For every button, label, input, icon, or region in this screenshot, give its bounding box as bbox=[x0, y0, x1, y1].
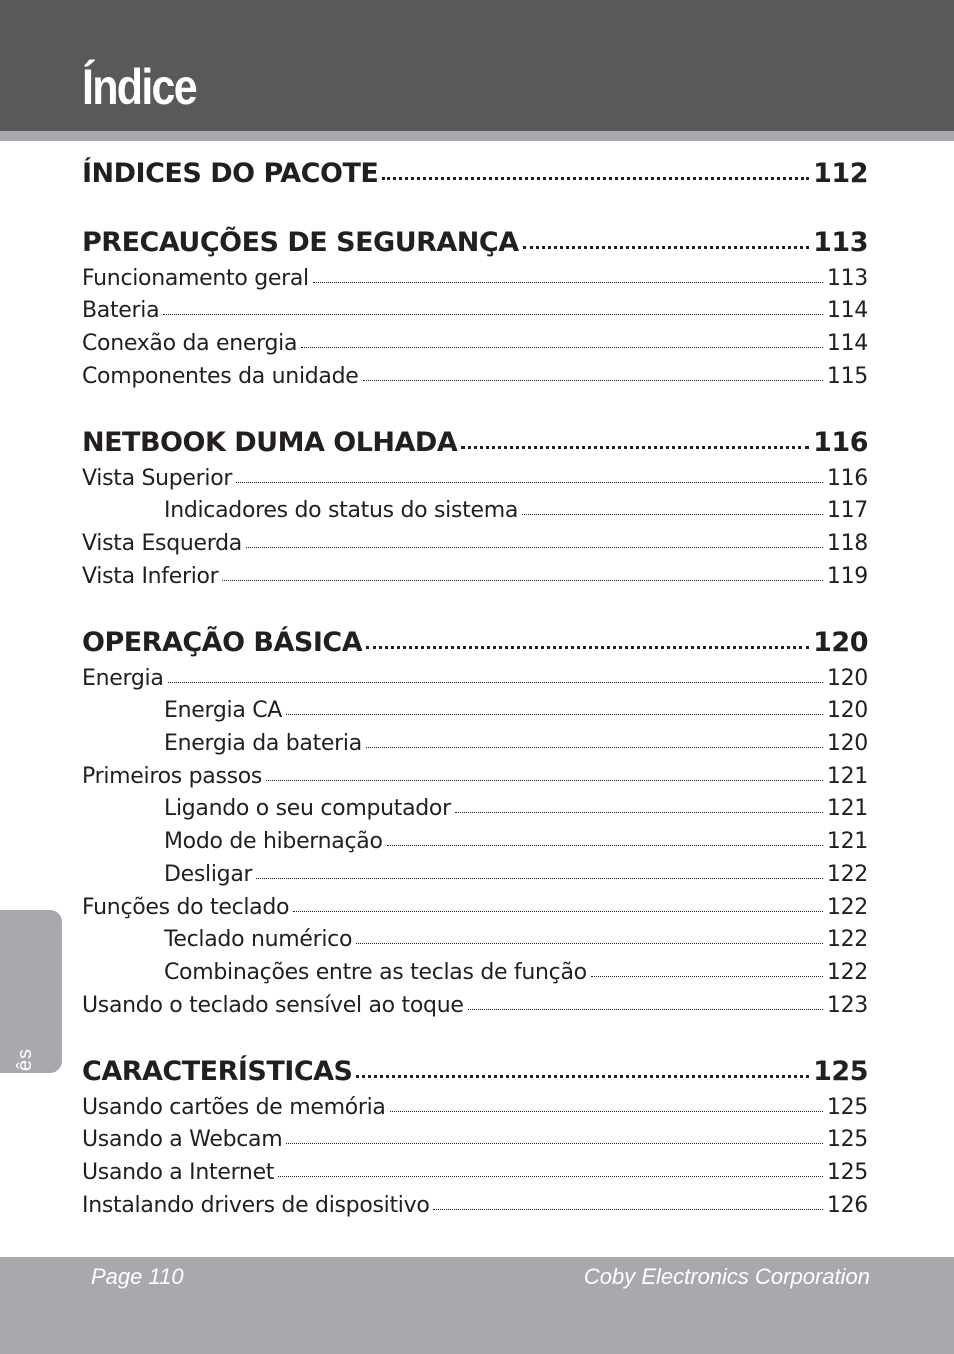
toc-page-number: 125 bbox=[826, 1160, 868, 1185]
toc-subitem[interactable] bbox=[82, 960, 868, 985]
toc-item-label: Energia CA bbox=[164, 698, 283, 723]
toc-item-label: Componentes da unidade bbox=[82, 364, 359, 389]
toc-item[interactable] bbox=[82, 1160, 868, 1185]
dot-leader bbox=[455, 811, 823, 813]
dot-leader bbox=[301, 346, 823, 348]
toc-item[interactable] bbox=[82, 1095, 868, 1120]
toc-item[interactable] bbox=[82, 531, 868, 556]
dot-leader bbox=[387, 844, 823, 846]
dot-leader bbox=[286, 713, 823, 715]
dot-leader bbox=[286, 1142, 823, 1144]
dot-leader bbox=[591, 975, 823, 977]
toc-page-number: 116 bbox=[826, 466, 868, 491]
toc-page-number: 121 bbox=[826, 796, 868, 821]
dot-leader bbox=[278, 1175, 823, 1177]
toc-page-number: 120 bbox=[813, 627, 868, 658]
dot-leader bbox=[522, 513, 823, 515]
toc-item[interactable] bbox=[82, 993, 868, 1018]
toc-page-number: 122 bbox=[826, 895, 868, 920]
toc-page-number: 123 bbox=[826, 993, 868, 1018]
toc-section-title: CARACTERÍSTICAS bbox=[82, 1056, 353, 1087]
toc-item[interactable] bbox=[82, 666, 868, 691]
dot-leader bbox=[523, 245, 810, 249]
toc-subitem[interactable] bbox=[82, 796, 868, 821]
dot-leader bbox=[246, 546, 823, 548]
toc-item-label: Combinações entre as teclas de função bbox=[164, 960, 587, 985]
toc-item-label: Desligar bbox=[164, 862, 253, 887]
toc-subitem[interactable] bbox=[82, 927, 868, 952]
toc-section[interactable] bbox=[82, 227, 868, 258]
toc-item-label: Primeiros passos bbox=[82, 764, 263, 789]
footer-page-number: Page 110 bbox=[91, 1264, 184, 1289]
toc-section[interactable] bbox=[82, 1056, 868, 1087]
dot-leader bbox=[236, 481, 823, 483]
dot-leader bbox=[266, 779, 823, 781]
toc-page-number: 122 bbox=[826, 927, 868, 952]
dot-leader bbox=[461, 445, 809, 449]
toc-page-number: 120 bbox=[826, 731, 868, 756]
toc-section-title: OPERAÇÃO BÁSICA bbox=[82, 627, 363, 658]
toc-page-number: 125 bbox=[826, 1095, 868, 1120]
dot-leader bbox=[363, 379, 823, 381]
dot-leader bbox=[356, 942, 823, 944]
dot-leader bbox=[356, 1074, 809, 1078]
toc-subitem[interactable] bbox=[82, 698, 868, 723]
language-label-text: Português bbox=[14, 1048, 36, 1149]
toc-item-label: Funcionamento geral bbox=[82, 266, 309, 291]
dot-leader bbox=[222, 579, 822, 581]
toc-subitem[interactable] bbox=[82, 731, 868, 756]
toc-item[interactable] bbox=[82, 1127, 868, 1152]
toc-item[interactable] bbox=[82, 331, 868, 356]
dot-leader bbox=[468, 1008, 823, 1010]
toc-item[interactable] bbox=[82, 764, 868, 789]
toc-item[interactable] bbox=[82, 266, 868, 291]
toc-page-number: 125 bbox=[813, 1056, 868, 1087]
dot-leader bbox=[433, 1208, 822, 1210]
toc-item-label: Instalando drivers de dispositivo bbox=[82, 1193, 430, 1218]
header-divider bbox=[0, 131, 954, 141]
toc-item-label: Vista Esquerda bbox=[82, 531, 242, 556]
toc-page-number: 113 bbox=[826, 266, 868, 291]
toc-page-number: 115 bbox=[826, 364, 868, 389]
toc-page-number: 122 bbox=[826, 862, 868, 887]
dot-leader bbox=[256, 877, 823, 879]
toc-item[interactable] bbox=[82, 364, 868, 389]
dot-leader bbox=[163, 313, 823, 315]
page-title: Índice bbox=[82, 59, 196, 115]
toc-subitem[interactable] bbox=[82, 498, 868, 523]
toc-item[interactable] bbox=[82, 466, 868, 491]
toc-item-label: Energia bbox=[82, 666, 164, 691]
dot-leader bbox=[313, 281, 823, 283]
toc-item[interactable] bbox=[82, 564, 868, 589]
toc-section-title: NETBOOK DUMA OLHADA bbox=[82, 427, 458, 458]
dot-leader bbox=[382, 176, 809, 180]
toc-item-label: Ligando o seu computador bbox=[164, 796, 451, 821]
toc-item-label: Vista Superior bbox=[82, 466, 233, 491]
toc-section[interactable] bbox=[82, 158, 868, 189]
footer-company: Coby Electronics Corporation bbox=[583, 1264, 870, 1289]
dot-leader bbox=[168, 681, 823, 683]
toc-subitem[interactable] bbox=[82, 829, 868, 854]
toc-page-number: 126 bbox=[826, 1193, 868, 1218]
toc-page-number: 118 bbox=[826, 531, 868, 556]
toc-item-label: Vista Inferior bbox=[82, 564, 219, 589]
toc-item-label: Usando a Internet bbox=[82, 1160, 275, 1185]
dot-leader bbox=[366, 645, 809, 649]
toc-item-label: Energia da bateria bbox=[164, 731, 362, 756]
toc-page-number: 116 bbox=[813, 427, 868, 458]
toc-page-number: 122 bbox=[826, 960, 868, 985]
dot-leader bbox=[293, 910, 823, 912]
toc-page-number: 113 bbox=[813, 227, 868, 258]
toc-item[interactable] bbox=[82, 1193, 868, 1218]
toc-section-title: ÍNDICES DO PACOTE bbox=[82, 158, 379, 189]
dot-leader bbox=[390, 1110, 823, 1112]
toc-section[interactable] bbox=[82, 627, 868, 658]
toc-page-number: 121 bbox=[826, 829, 868, 854]
toc-item[interactable] bbox=[82, 298, 868, 323]
toc-item[interactable] bbox=[82, 895, 868, 920]
toc-item-label: Bateria bbox=[82, 298, 160, 323]
toc-item-label: Usando cartões de memória bbox=[82, 1095, 386, 1120]
toc-page-number: 120 bbox=[826, 666, 868, 691]
toc-page-number: 112 bbox=[813, 158, 868, 189]
toc-page-number: 117 bbox=[826, 498, 868, 523]
toc-page-number: 114 bbox=[826, 331, 868, 356]
toc-section-title: PRECAUÇÕES DE SEGURANÇA bbox=[82, 227, 519, 258]
toc-subitem[interactable] bbox=[82, 862, 868, 887]
toc-page-number: 119 bbox=[826, 564, 868, 589]
toc-item-label: Usando a Webcam bbox=[82, 1127, 283, 1152]
toc-item-label: Usando o teclado sensível ao toque bbox=[82, 993, 464, 1018]
toc-section[interactable] bbox=[82, 427, 868, 458]
dot-leader bbox=[366, 746, 823, 748]
toc-item-label: Conexão da energia bbox=[82, 331, 298, 356]
toc-item-label: Funções do teclado bbox=[82, 895, 290, 920]
toc-page-number: 125 bbox=[826, 1127, 868, 1152]
toc-page-number: 114 bbox=[826, 298, 868, 323]
toc-item-label: Indicadores do status do sistema bbox=[164, 498, 519, 523]
toc-page-number: 120 bbox=[826, 698, 868, 723]
language-side-tab-label bbox=[0, 1048, 36, 1149]
toc-item-label: Teclado numérico bbox=[164, 927, 353, 952]
toc-item-label: Modo de hibernação bbox=[164, 829, 383, 854]
toc-page-number: 121 bbox=[826, 764, 868, 789]
